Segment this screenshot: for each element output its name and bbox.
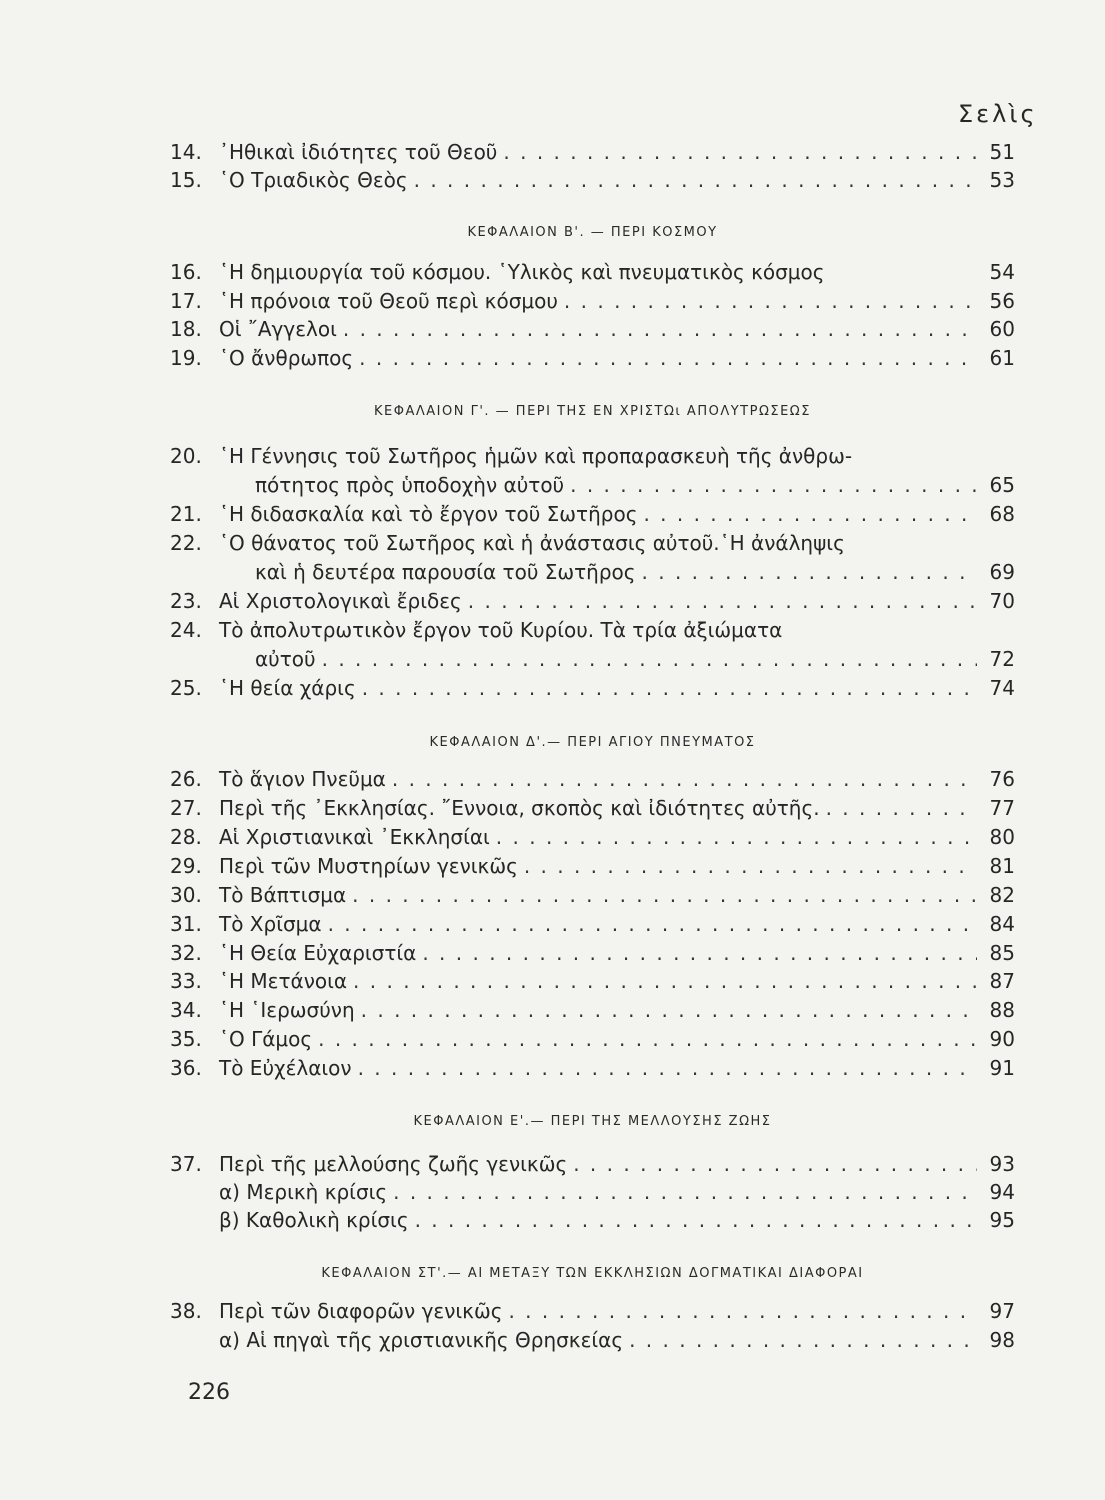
entry-title: ῾Η διδασκαλία καὶ τὸ ἔργον τοῦ Σωτῆρος [219, 502, 638, 526]
entry-page: 60 [989, 317, 1015, 341]
entry-title: ῾Η Γέννησις τοῦ Σωτῆρος ἡμῶν καὶ προπαρασκευὴ τῆς ἀνθρω- [219, 444, 853, 468]
entry-page: 94 [989, 1180, 1015, 1204]
entry-number: 15. [170, 168, 202, 192]
entry-title: ῾Ο Γάμος [219, 1027, 313, 1051]
entry-number: 25. [170, 676, 202, 700]
entry-page: 76 [989, 767, 1015, 791]
entry-page: 77 [989, 796, 1015, 820]
entry-page: 81 [989, 854, 1015, 878]
entry-page: 93 [989, 1152, 1015, 1176]
entry-number: 14. [170, 140, 202, 164]
entry-title-continued: αὐτοῦ [255, 647, 316, 671]
entry-title: Αἱ Χριστολογικαὶ ἔριδες [219, 589, 462, 613]
entry-title: Τὸ Χρῖσμα [219, 912, 322, 936]
entry-number: 33. [170, 969, 202, 993]
chapter-heading-f: ΚΕΦΑΛΑΙΟΝ ΣΤ'.— ΑΙ ΜΕΤΑΞΥ ΤΩΝ ΕΚΚΛΗΣΙΩΝ ΔΟΓΜΑΤΙΚΑΙ ΔΙΑΦΟΡΑΙ [321, 1266, 864, 1281]
entry-title: ῾Η ῾Ιερωσύνη [219, 998, 355, 1022]
entry-number: 27. [170, 796, 202, 820]
entry-title-continued: καὶ ἡ δευτέρα παρουσία τοῦ Σωτῆρος [255, 560, 636, 584]
entry-page: 87 [989, 969, 1015, 993]
entry-number: 38. [170, 1299, 202, 1323]
entry-number: 24. [170, 618, 202, 642]
entry-number: 20. [170, 444, 202, 468]
entry-title: ῾Ο ἄνθρωπος [219, 346, 354, 370]
entry-number: 22. [170, 531, 202, 555]
entry-number: 30. [170, 883, 202, 907]
entry-page: 68 [989, 502, 1015, 526]
entry-title: ῾Η Μετάνοια [219, 969, 348, 993]
entry-page: 72 [989, 647, 1015, 671]
entry-title: Περὶ τῶν Μυστηρίων γενικῶς [219, 854, 518, 878]
entry-title: α) Μερικὴ κρίσις [219, 1180, 388, 1204]
entry-title: Περὶ τῆς μελλούσης ζωῆς γενικῶς [219, 1152, 568, 1176]
entry-page: 53 [989, 168, 1015, 192]
entry-number: 23. [170, 589, 202, 613]
chapter-heading-d: ΚΕΦΑΛΑΙΟΝ Δ'.— ΠΕΡΙ ΑΓΙΟΥ ΠΝΕΥΜΑΤΟΣ [429, 735, 756, 750]
entry-number: 28. [170, 825, 202, 849]
page-number: 226 [188, 1380, 230, 1405]
entry-title: β) Καθολικὴ κρίσις [219, 1208, 409, 1232]
entry-page: 88 [989, 998, 1015, 1022]
entry-page: 84 [989, 912, 1015, 936]
entry-number: 36. [170, 1056, 202, 1080]
entry-page: 51 [989, 140, 1015, 164]
chapter-heading-c: ΚΕΦΑΛΑΙΟΝ Γ'. — ΠΕΡΙ ΤΗΣ ΕΝ ΧΡΙΣΤΩι ΑΠΟΛΥΤΡΩΣΕΩΣ [374, 404, 811, 419]
entry-page: 65 [989, 473, 1015, 497]
entry-page: 80 [989, 825, 1015, 849]
entry-title: ῾Η θεία χάρις [219, 676, 356, 700]
entry-title: ῾Η δημιουργία τοῦ κόσμου. ῾Υλικὸς καὶ πνευματικὸς κόσμος [219, 260, 825, 284]
entry-title: Περὶ τῆς ᾿Εκκλησίας. ῎Εννοια, σκοπὸς καὶ ἰδιότητες αὐτῆς. [219, 796, 820, 820]
entry-title: Αἱ Χριστιανικαὶ ᾿Εκκλησίαι [219, 825, 490, 849]
entry-page: 54 [989, 260, 1015, 284]
chapter-heading-e: ΚΕΦΑΛΑΙΟΝ Ε'.— ΠΕΡΙ ΤΗΣ ΜΕΛΛΟΥΣΗΣ ΖΩΗΣ [413, 1114, 772, 1129]
entry-title: ῾Η Θεία Εὐχαριστία [219, 941, 417, 965]
entry-page: 61 [989, 346, 1015, 370]
entry-page: 56 [989, 289, 1015, 313]
entry-page: 70 [989, 589, 1015, 613]
entry-number: 19. [170, 346, 202, 370]
entry-page: 98 [989, 1328, 1015, 1352]
entry-page: 97 [989, 1299, 1015, 1323]
entry-title: Περὶ τῶν διαφορῶν γενικῶς [219, 1299, 503, 1323]
entry-title: ῾Ο θάνατος τοῦ Σωτῆρος καὶ ἡ ἀνάστασις αὐτοῦ.῾Η ἀνάληψις [219, 531, 845, 555]
entry-title: Τὸ ἀπολυτρωτικὸν ἔργον τοῦ Κυρίου. Τὰ τρία ἀξιώματα [219, 618, 783, 642]
entry-page: 69 [989, 560, 1015, 584]
entry-title: ᾿Ηθικαὶ ἰδιότητες τοῦ Θεοῦ [219, 140, 498, 164]
entry-number: 31. [170, 912, 202, 936]
entry-number: 37. [170, 1152, 202, 1176]
entry-number: 26. [170, 767, 202, 791]
entry-title: α) Αἱ πηγαὶ τῆς χριστιανικῆς Θρησκείας [219, 1328, 624, 1352]
entry-page: 95 [989, 1208, 1015, 1232]
entry-page: 91 [989, 1056, 1015, 1080]
entry-number: 29. [170, 854, 202, 878]
entry-title-continued: πότητος πρὸς ὑποδοχὴν αὐτοῦ [255, 473, 565, 497]
entry-number: 17. [170, 289, 202, 313]
entry-title: ῾Ο Τριαδικὸς Θεὸς [219, 168, 408, 192]
entry-page: 74 [989, 676, 1015, 700]
entry-page: 90 [989, 1027, 1015, 1051]
entry-title: ῾Η πρόνοια τοῦ Θεοῦ περὶ κόσμου [219, 289, 558, 313]
entry-title: Τὸ Εὐχέλαιον [219, 1056, 352, 1080]
entry-title: Οἱ ῎Αγγελοι [219, 317, 337, 341]
entry-title: Τὸ ἅγιον Πνεῦμα [219, 767, 386, 791]
entry-number: 21. [170, 502, 202, 526]
entry-number: 34. [170, 998, 202, 1022]
chapter-heading-b: ΚΕΦΑΛΑΙΟΝ Β'. — ΠΕΡΙ ΚΟΣΜΟΥ [467, 225, 718, 240]
entry-number: 16. [170, 260, 202, 284]
entry-page: 82 [989, 883, 1015, 907]
entry-page: 85 [989, 941, 1015, 965]
entry-number: 32. [170, 941, 202, 965]
entry-number: 35. [170, 1027, 202, 1051]
entry-title: Τὸ Βάπτισμα [219, 883, 347, 907]
page-column-label: Σελὶς [958, 100, 1038, 128]
entry-number: 18. [170, 317, 202, 341]
